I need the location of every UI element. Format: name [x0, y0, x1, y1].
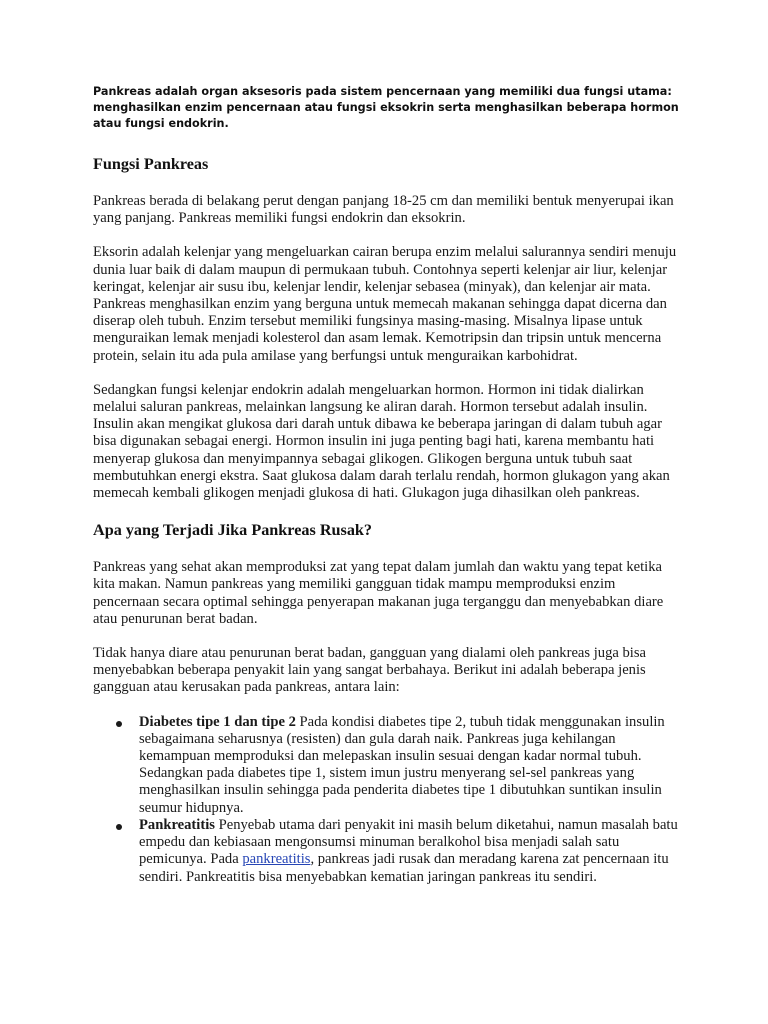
section-heading-fungsi: Fungsi Pankreas	[93, 155, 209, 173]
list-item-text: Pada kondisi diabetes tipe 2, tubuh tidak menggunakan insulin sebagaimana seharusnya (resisten) dan gula darah naik. Pankreas juga kehilangan kemampuan memproduksi dan melepaskan insulin sesuai dengan kadar normal tubuh. Sedangkan pada diabetes tipe 1, sistem imun justru menyerang sel-sel pankreas yang menghasilkan insulin sehingga pada penderita diabetes tipe 1 dibutuhkan suntikan insulin seumur hidupnya.	[139, 713, 665, 816]
list-item-text: Penyebab utama dari penyakit ini masih belum diketahui, namun masalah batu empedu dan kebiasaan mengonsumsi minuman beralkohol bisa menjadi salah satu pemicunya. Pada	[139, 816, 678, 868]
document-page	[93, 84, 681, 886]
list-item-text: , pankreas jadi rusak dan meradang karena zat pencernaan itu sendiri. Pankreatitis bisa menyebabkan kematian jaringan pankreas itu sendiri.	[139, 851, 669, 885]
list-item	[93, 817, 681, 886]
bullet-icon	[116, 824, 122, 830]
list-item	[93, 714, 681, 817]
section-heading-rusak: Apa yang Terjadi Jika Pankreas Rusak?	[93, 521, 373, 540]
paragraph: Eksorin adalah kelenjar yang mengeluarkan cairan berupa enzim melalui salurannya sendiri menuju dunia luar baik di dalam maupun di permukaan tubuh. Contohnya seperti kelenjar air liur, kelenjar keringat, kelenjar air susu ibu, kelenjar lendir, kelenjar sebasea (minyak), dan kelenjar air mata. Pankreas menghasilkan enzim yang berguna untuk memecah makanan sehingga dapat dicerna dan diserap oleh tubuh. Enzim tersebut memiliki fungsinya masing-masing. Misalnya lipase untuk menguraikan lemak menjadi kolesterol dan asam lemak. Kemotripsin dan tripsin untuk mencerna protein, selain itu ada pula amilase yang berfungsi untuk menguraikan karbohidrat.	[93, 244, 677, 364]
paragraph: Tidak hanya diare atau penurunan berat badan, gangguan yang dialami oleh pankreas juga bisa menyebabkan beberapa penyakit lain yang sangat berbahaya. Berikut ini adalah beberapa jenis gangguan atau kerusakan pada pankreas, antara lain:	[93, 645, 647, 696]
bullet-icon	[116, 721, 122, 727]
disease-list	[93, 714, 681, 886]
paragraph: Pankreas berada di belakang perut dengan panjang 18-25 cm dan memiliki bentuk menyerupai ikan yang panjang. Pankreas memiliki fungsi endokrin dan eksokrin.	[93, 193, 674, 227]
list-item-term: Pankreatitis	[139, 816, 215, 833]
pankreatitis-link[interactable]: pankreatitis	[242, 851, 311, 868]
paragraph: Sedangkan fungsi kelenjar endokrin adalah mengeluarkan hormon. Hormon ini tidak dialirkan melalui saluran pankreas, melainkan langsung ke aliran darah. Hormon tersebut adalah insulin. Insulin akan mengikat glukosa dari darah untuk dibawa ke beberapa jaringan di dalam tubuh agar bisa digunakan sebagai energi. Hormon insulin ini juga penting bagi hati, karena membantu hati menyerap glukosa dan menyimpannya sebagai glikogen. Glikogen berguna untuk tubuh saat membutuhkan energi ekstra. Saat glukosa dalam darah terlalu rendah, hormon glukagon yang akan memecah kembali glikogen menjadi glukosa di hati. Glukagon juga dihasilkan oleh pankreas.	[93, 381, 670, 502]
paragraph: Pankreas yang sehat akan memproduksi zat yang tepat dalam jumlah dan waktu yang tepat ketika kita makan. Namun pankreas yang memiliki gangguan tidak mampu memproduksi enzim pencernaan secara optimal sehingga penyerapan makanan juga terganggu dan menyebabkan diare atau penurunan berat badan.	[93, 559, 664, 627]
intro-paragraph: Pankreas adalah organ aksesoris pada sistem pencernaan yang memiliki dua fungsi utama: menghasilkan enzim pencernaan atau fungsi eksokrin serta menghasilkan beberapa hormon atau fungsi endokrin.	[93, 85, 679, 130]
list-item-term: Diabetes tipe 1 dan tipe 2	[139, 713, 296, 730]
